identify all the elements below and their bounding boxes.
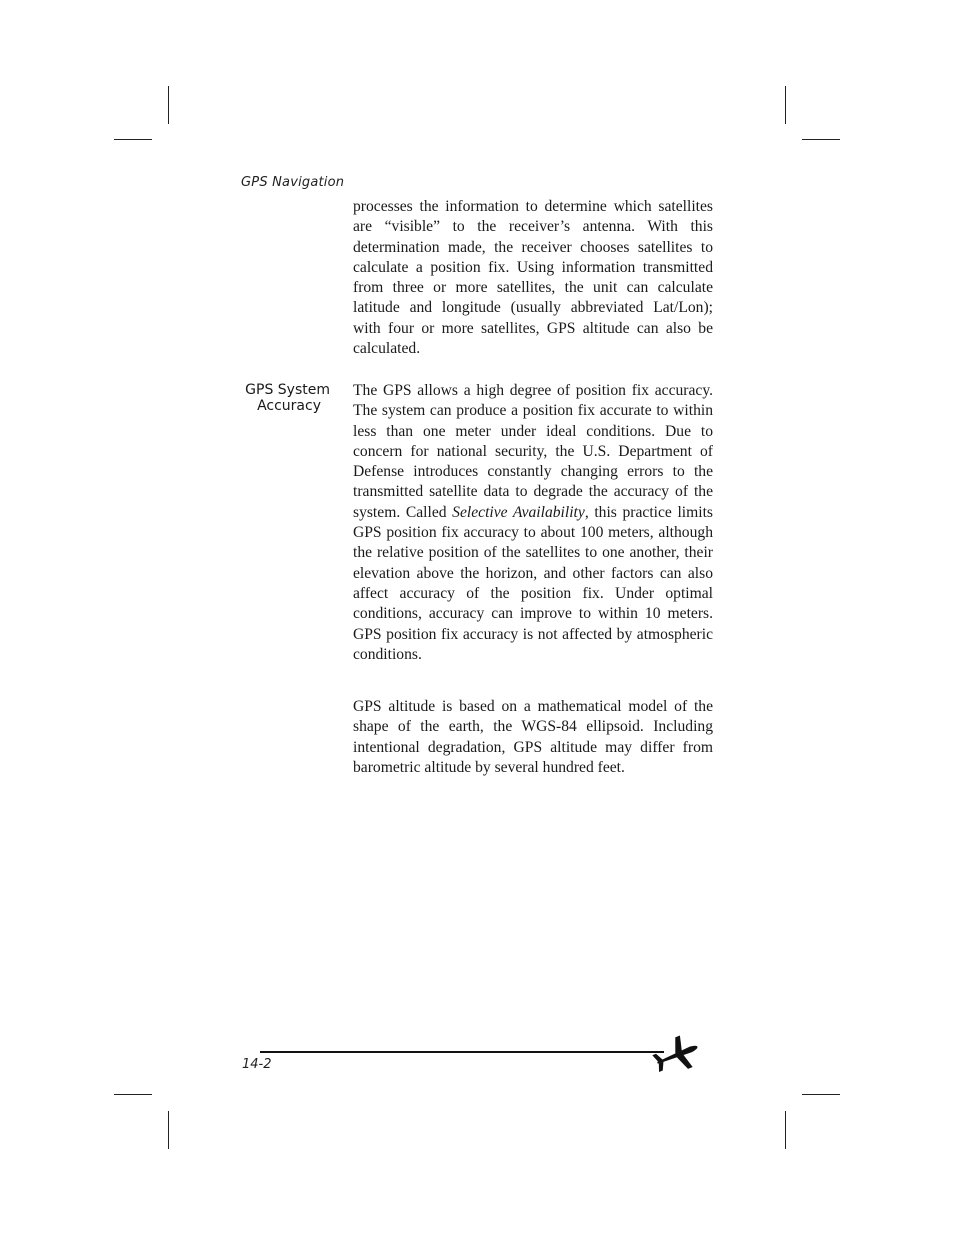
- crop-mark-bottom-left-horizontal: [114, 1094, 152, 1095]
- body-paragraph-accuracy: [353, 381, 713, 665]
- crop-mark-top-right-vertical: [785, 86, 786, 124]
- paragraph-text: The GPS allows a high degree of position fix accuracy. The system can produce a position fix accurate to within less than one meter under ideal conditions. Due to concern for national security, the U.S. Department of Defense introduces constantly changing errors to the transmitted satellite data to degrade the accuracy of the system. Called: [353, 382, 713, 521]
- crop-mark-bottom-right-vertical: [785, 1111, 786, 1149]
- paragraph-text: , this practice limits GPS position fix accuracy to about 100 meters, although the relative position of the satellites to one another, their elevation above the horizon, and other factors can also affect accuracy of the position fix. Under optimal conditions, accuracy can improve to within 10 meters. GPS position fix accuracy is not affected by atmospheric conditions.: [353, 503, 713, 663]
- page-number: 14-2: [242, 1057, 272, 1072]
- footer-rule: [260, 1051, 664, 1053]
- section-heading-line1: GPS System: [245, 382, 330, 398]
- emphasis-term: Selective Availability: [452, 503, 585, 521]
- crop-mark-bottom-left-vertical: [168, 1111, 169, 1149]
- airplane-icon: [652, 1035, 702, 1075]
- section-heading: [236, 382, 330, 414]
- crop-mark-top-right-horizontal: [802, 139, 840, 140]
- body-paragraph-intro: processes the information to determine which satellites are “visible” to the receiver’s antenna. With this determination made, the receiver chooses satellites to calculate a position fix. Using information transmitted from three or more satellites, the unit can calculate latitude and longitude (usually abbreviated Lat/Lon); with four or more satellites, GPS altitude can also be calculated.: [353, 198, 713, 358]
- section-heading-line2: Accuracy: [257, 398, 321, 414]
- crop-mark-top-left-horizontal: [114, 139, 152, 140]
- crop-mark-top-left-vertical: [168, 86, 169, 124]
- running-header: GPS Navigation: [241, 175, 345, 190]
- body-paragraph-altitude: GPS altitude is based on a mathematical model of the shape of the earth, the WGS-84 ellipsoid. Including intentional degradation, GPS altitude may differ from barometric altitude by several hundred feet.: [353, 698, 713, 776]
- crop-mark-bottom-right-horizontal: [802, 1094, 840, 1095]
